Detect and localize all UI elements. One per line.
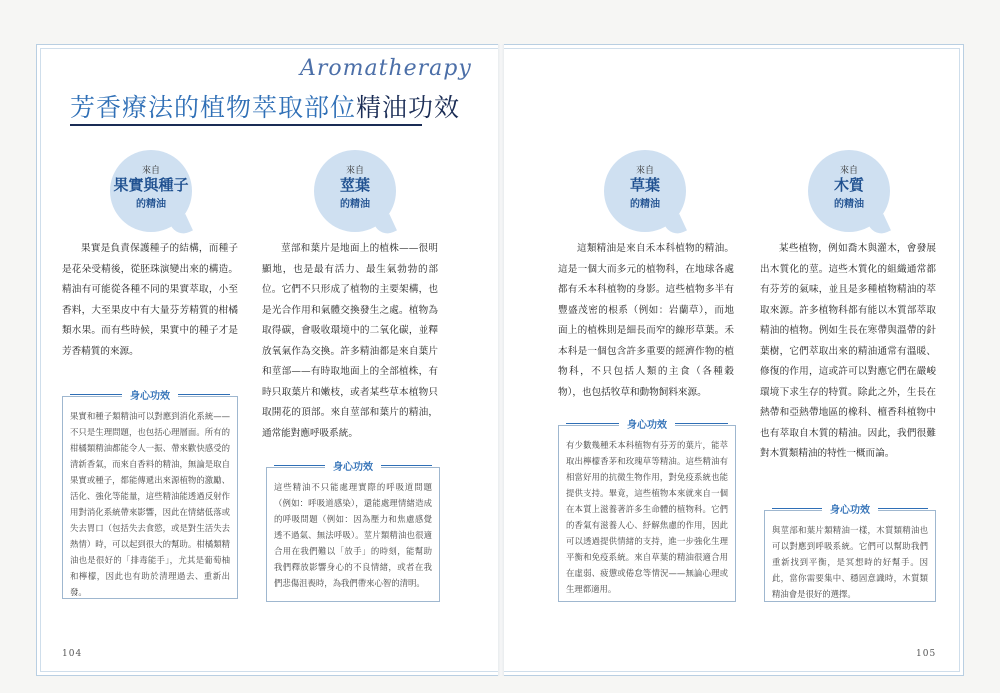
bubble-from: 來自 [345,166,364,176]
bubble-from: 來自 [839,166,858,176]
effects-box-label: 身心功效 [325,458,381,473]
bubble-sub: 的精油 [136,199,166,210]
title-dark-part: 精油功效 [356,93,461,122]
bubble-sub: 的精油 [630,199,660,210]
bubble-name: 莖葉 [339,176,370,194]
effects-box-stem-leaf [266,462,440,602]
effects-box-label: 身心功效 [822,501,878,516]
effects-box-text: 有少數幾種禾本科植物有芬芳的葉片，能萃取出檸檬香茅和玫瑰草等精油。這些精油有相當好用的抗微生物作用，對免疫系統也能提供支持。畢竟，這些植物本來就來自一個在本質上滋養著許多生命體的植物科。它們的香氣有滋養人心、紓解焦慮的作用，因此可以透過提供情緒的支持，進一步強化生理平衡和免疫系統。來自草葉的精油很適合用在虛弱、疲憊或倦怠等情況——無論心理或生理都適用。 [566,440,728,594]
effects-box-label: 身心功效 [122,387,178,402]
bubble-wood [808,150,890,232]
bubble-name: 木質 [833,176,864,194]
title-blue-part: 芳香療法的植物萃取部位 [70,93,357,122]
body-text-stem-leaf: 莖部和葉片是地面上的植株——很明顯地，也是最有活力、最生氣勃勃的部位。它們不只形成了植物的主要架構，也是光合作用和氣體交換發生之處。植物為取得碳，會吸收環境中的二氧化碳，並釋放氧氣作為交換。許多精油都是來自葉片和莖部——有時取地面上的全部植株，有時只取葉片和嫩枝，或者某些草本植物只取開花的頂部。來自莖部和葉片的精油，通常能對應呼吸系統。 [262,243,438,439]
effects-box-grass [558,420,736,602]
page-title [70,88,460,124]
effects-box-fruit-seed [62,391,238,599]
page-number-left: 104 [62,649,83,659]
body-text-fruit-seed: 果實是負責保護種子的結構，而種子是花朵受精後，從胚珠演變出來的構造。精油有可能從各種不同的果實萃取，小至香料，大至果皮中有大量芬芳精質的柑橘類水果。而有些時候，果實中的種子才是芳香精質的來源。 [62,243,238,357]
effects-box-text: 與莖部和葉片類精油一樣，木質類精油也可以對應到呼吸系統。它們可以幫助我們重新找到平衡，是冥想時的好幫手。因此，當你需要集中、穩固意識時，木質類精油會是很好的選擇。 [772,525,928,599]
bubble-name: 果實與種子 [113,176,189,194]
body-text-wood: 某些植物，例如喬木與灌木，會發展出木質化的莖。這些木質化的組織通常都有芬芳的氣味，並且是多種植物精油的萃取來源。許多植物科都有能以木質部萃取精油的植物。例如生長在寒帶與溫帶的針葉樹，它們萃取出來的精油通常有溫暖、修復的作用，這或許可以對應它們在嚴峻環境下求生存的特質。除此之外，生長在熱帶和亞熱帶地區的橡科、檀香科植物中也有萃取自木質的精油。因此，我們很難對木質類精油的特性一概而論。 [760,243,936,459]
bubble-grass [604,150,686,232]
bubble-sub: 的精油 [834,199,864,210]
body-text-grass: 這類精油是來自禾本科植物的精油。這是一個大而多元的植物科，在地球各處都有禾本科植物的身影。這些植物多半有豐盛茂密的根系（例如：岩蘭草），而地面上的植株則是細長而窄的線形草葉。禾本科是一個包含許多重要的經濟作物的植物科，不只包括人類的主食（各種穀物），也包括牧草和動物飼料來源。 [558,243,734,398]
effects-box-header [70,387,230,402]
effects-box-header [274,458,432,473]
title-underline [70,124,422,126]
effects-box-text: 果實和種子類精油可以對應到消化系統——不只是生理問題，也包括心理層面。所有的柑橘類精油都能令人一振、帶來歡快感受的清新香氣，而來自香料的精油，無論是取自果實或種子，都能傳遞出來源植物的激勵、活化、強化等能量，這些精油能透過反射作用對消化系統帶來影響，因此在情緒低落或失去胃口（包括失去食慾，或是對生活失去熱情）時，可以起到很大的幫助。柑橘類精油也是很好的「排毒能手」，尤其是葡萄柚和檸檬，因此也有助於清理過去、重新出發。 [70,411,230,597]
bubble-stem-leaf [314,150,396,232]
effects-box-header [772,501,928,516]
bubble-name: 草葉 [629,176,660,194]
script-heading: Aromatherapy [300,56,472,81]
bubble-from: 來自 [635,166,654,176]
bubble-from: 來自 [141,166,160,176]
bubble-sub: 的精油 [340,199,370,210]
book-gutter [498,44,504,676]
effects-box-text: 這些精油不只能處理實際的呼吸道問題（例如：呼吸道感染），還能處理情緒造成的呼吸問題（例如：因為壓力和焦慮感覺透不過氣、無法呼吸）。莖片類精油也很適合用在我們難以「放手」的時刻，能幫助我們釋放影響身心的不良情緒，或者在我們悲傷沮喪時，為我們帶來心智的清明。 [274,482,432,588]
bubble-fruit-seed [110,150,192,232]
effects-box-label: 身心功效 [619,416,675,431]
effects-box-wood [764,505,936,602]
page-number-right: 105 [916,649,937,659]
effects-box-header [566,416,728,431]
